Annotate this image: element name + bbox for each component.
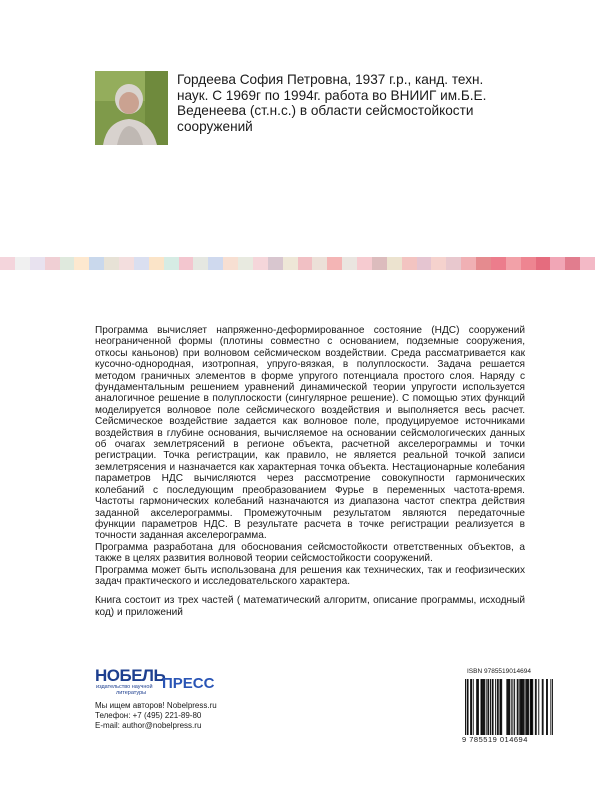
stripe-segment [312,257,327,270]
barcode-bar [531,679,532,735]
barcode-bar [535,679,536,735]
barcode-bar [511,679,512,735]
barcode-bar [538,679,539,735]
stripe-segment [550,257,565,270]
barcode-bar [512,679,513,735]
barcode-bar [487,679,488,735]
barcode-bar [476,679,477,735]
publisher-logo-main: НОБЕЛЬ [95,666,166,685]
barcode-bar [493,679,494,735]
barcode-bar [520,679,521,735]
barcode-bar [508,679,509,735]
barcode-bar [526,679,527,735]
barcode-bar [536,679,537,735]
stripe-segment [298,257,313,270]
barcode-bar [465,679,466,735]
stripe-segment [60,257,75,270]
stripe-segment [30,257,45,270]
barcode-bar [542,679,543,735]
barcode-bar [500,679,501,735]
barcode-number: 9 785519 014694 [462,735,528,744]
stripe-segment [149,257,164,270]
publisher-tagline-2: литературы [116,690,147,696]
author-photo [95,71,168,145]
barcode-bar [492,679,493,735]
stripe-segment [506,257,521,270]
description-paragraph: Программа вычисляет напряженно-деформированное состояние (НДС) сооружений неограниченной формы (плотины совместно с основанием, подземные сооружения, откосы каньонов) при волновом сейсмическом воздействии. Среда рассматривается как кусочно-однородная, изотропная, упруго-вязкая, в полуплоскости. Задача решается методом граничных элементов в форме упругого потенциала простого слоя. Наряду с фундаментальным решением уравнений динамической теории упругости используется аналогичное решение в полуплоскости (сингулярное решение). С помощью этих функций моделируется волновое поле сейсмического воздействия и выполняется весь расчет. Сейсмическое воздействие задается как волновое поле, продуцируемое источниками воздействия в глубине основания, вычисляемое на основании сейсмологических данных об очагах землетрясений в регионе объекта, расчетной акселерограммы и точки регистрации. Точка регистрации, как правило, не является реальной точкой записи землетрясения и назначается как характерная точка объекта. Нестационарные колебания параметров НДС вычисляются через рассмотрение совокупности гармонических колебаний с последующим преобразованием Фурье в переменных частота-время. Частоты гармонических колебаний назначаются из диапазона частот спектра действия заданной акселерограммы. Промежуточным результатом являются передаточные функции параметров НДС. В результате расчета в точке регистрации реализуется в точности заданная акселерограмма. [95,325,525,542]
barcode-bar [482,679,483,735]
decorative-color-stripe [0,257,595,270]
description-paragraph: Программа разработана для обоснования сейсмостойкости ответственных объектов, а также в целях развития волновой теории сейсмостойкости сооружений. [95,541,525,565]
barcode-bar [483,679,484,735]
stripe-segment [491,257,506,270]
barcode-bar [522,679,523,735]
barcode-bar [543,679,544,735]
stripe-segment [89,257,104,270]
contact-website: Мы ищем авторов! Nobelpress.ru [95,701,217,710]
stripe-segment [342,257,357,270]
stripe-segment [253,257,268,270]
stripe-segment [223,257,238,270]
barcode-bar [550,679,551,735]
barcode-bar [481,679,482,735]
stripe-segment [461,257,476,270]
barcode-bar [471,679,472,735]
barcode-bar [509,679,510,735]
barcode-bar [486,679,487,735]
barcode-bar [514,679,515,735]
barcode-bar [488,679,489,735]
barcode-bar [530,679,531,735]
barcode-bar [495,679,496,735]
barcode-bar [546,679,547,735]
barcode-bar [525,679,526,735]
barcode-bar [501,679,502,735]
barcode-bar [518,679,519,735]
contact-phone: Телефон: +7 (495) 221-89-80 [95,711,202,720]
stripe-segment [387,257,402,270]
barcode-bar [473,679,474,735]
stripe-segment [268,257,283,270]
stripe-segment [565,257,580,270]
barcode-bar [527,679,528,735]
description-paragraph: Программа может быть использована для решения как технических, так и геофизических задач практического и исследовательского характера. [95,564,525,587]
stripe-segment [446,257,461,270]
barcode-bar [531,679,532,735]
contact-email: E-mail: author@nobelpress.ru [95,721,202,730]
author-bio: Гордеева София Петровна, 1937 г.р., канд. техн. наук. С 1969г по 1994г. работа во ВНИИГ им.Б.Е. Веденеева (ст.н.с.) в области сейсмостойкости сооружений [177,72,487,134]
stripe-segment [536,257,551,270]
barcode-bar [500,679,501,735]
stripe-segment [476,257,491,270]
stripe-segment [357,257,372,270]
barcode-bar [521,679,522,735]
barcode-bar [481,679,482,735]
barcode-bar [506,679,507,735]
stripe-segment [15,257,30,270]
barcode-bar [532,679,533,735]
barcode-bar [467,679,468,735]
publisher-logo-press: ПРЕСС [162,675,215,692]
stripe-segment [431,257,446,270]
stripe-segment [417,257,432,270]
stripe-segment [164,257,179,270]
barcode-bar [478,679,479,735]
barcode-bar [524,679,525,735]
stripe-segment [238,257,253,270]
barcode-bar [552,679,553,735]
barcode-bar [528,679,529,735]
stripe-segment [521,257,536,270]
stripe-segment [134,257,149,270]
barcode-bar [484,679,485,735]
stripe-segment [193,257,208,270]
barcode-bar [470,679,471,735]
publisher-tagline-1: издательство научной [96,684,153,690]
stripe-segment [0,257,15,270]
isbn-barcode [465,679,553,735]
description-paragraph: Книга состоит из трех частей ( математический алгоритм, описание программы, исходный код) и приложений [95,595,525,618]
stripe-segment [580,257,595,270]
barcode-bar [523,679,524,735]
stripe-segment [208,257,223,270]
barcode-bar [507,679,508,735]
book-description [95,325,525,618]
stripe-segment [402,257,417,270]
stripe-segment [372,257,387,270]
barcode-bar [547,679,548,735]
publisher-logo [95,666,215,694]
stripe-segment [179,257,194,270]
barcode-bar [519,679,520,735]
barcode-bar [517,679,518,735]
isbn-label: ISBN 9785519014694 [467,668,531,675]
barcode-bar [497,679,498,735]
stripe-segment [74,257,89,270]
publisher-contacts [95,701,217,731]
stripe-segment [104,257,119,270]
barcode-bar [490,679,491,735]
barcode-bar [498,679,499,735]
stripe-segment [327,257,342,270]
barcode-bar [477,679,478,735]
stripe-segment [283,257,298,270]
barcode-bar [468,679,469,735]
stripe-segment [119,257,134,270]
stripe-segment [45,257,60,270]
